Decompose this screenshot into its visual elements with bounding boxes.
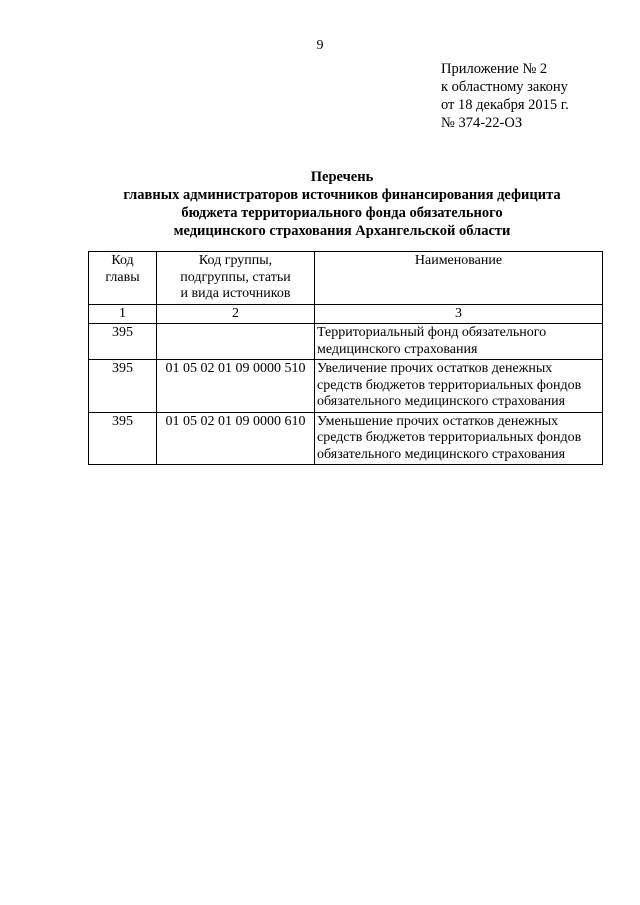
cell-code: 395: [89, 360, 157, 413]
appendix-line: Приложение № 2: [441, 61, 548, 77]
header-line: Наименование: [414, 253, 503, 268]
cell-name-line: средств бюджетов территориальных фондов: [317, 430, 582, 445]
table-numbering-row: [89, 304, 603, 324]
cell-name-line: обязательного медицинского страхования: [317, 394, 566, 409]
table-row: [89, 412, 603, 465]
table-row: [89, 360, 603, 413]
header-name: [315, 252, 603, 305]
header-line: Код группы,: [198, 253, 273, 268]
cell-name: [315, 324, 603, 360]
appendix-line: от 18 декабря 2015 г.: [441, 97, 569, 113]
cell-name-line: Территориальный фонд обязательного: [317, 325, 547, 340]
header-code: [89, 252, 157, 305]
page-number: 9: [316, 38, 324, 53]
document-title: [0, 168, 640, 240]
administrators-table: [88, 251, 603, 465]
cell-code: 395: [89, 412, 157, 465]
title-line: Перечень: [310, 169, 374, 185]
title-line: бюджета территориального фонда обязательного: [181, 205, 503, 221]
appendix-line: к областному закону: [441, 79, 568, 95]
cell-name-line: обязательного медицинского страхования: [317, 446, 566, 462]
header-line: и вида источников: [180, 286, 291, 301]
title-line: главных администраторов источников финансирования дефицита: [123, 187, 561, 203]
title-line: медицинского страхования Архангельской области: [173, 223, 511, 239]
appendix-line: № 374-22-ОЗ: [441, 115, 523, 131]
cell-group: 01 05 02 01 09 0000 610: [157, 412, 315, 465]
cell-name-line: Увеличение прочих остатков денежных: [317, 361, 553, 376]
column-number: 3: [315, 304, 603, 324]
cell-name: [315, 412, 603, 465]
cell-name: [315, 360, 603, 413]
table-row: [89, 324, 603, 360]
cell-name-line: средств бюджетов территориальных фондов: [317, 377, 582, 393]
header-line: подгруппы, статьи: [180, 269, 291, 285]
column-number: 1: [89, 304, 157, 324]
cell-group: [157, 324, 315, 360]
cell-group: 01 05 02 01 09 0000 510: [157, 360, 315, 413]
cell-name-line: Уменьшение прочих остатков денежных: [317, 413, 559, 429]
header-line: главы: [105, 269, 140, 285]
header-group: [157, 252, 315, 305]
column-number: 2: [157, 304, 315, 324]
cell-code: 395: [89, 324, 157, 360]
table-header-row: [89, 252, 603, 305]
cell-name-line: медицинского страхования: [317, 341, 478, 357]
appendix-reference: [441, 60, 569, 132]
header-line: Код: [111, 253, 134, 268]
